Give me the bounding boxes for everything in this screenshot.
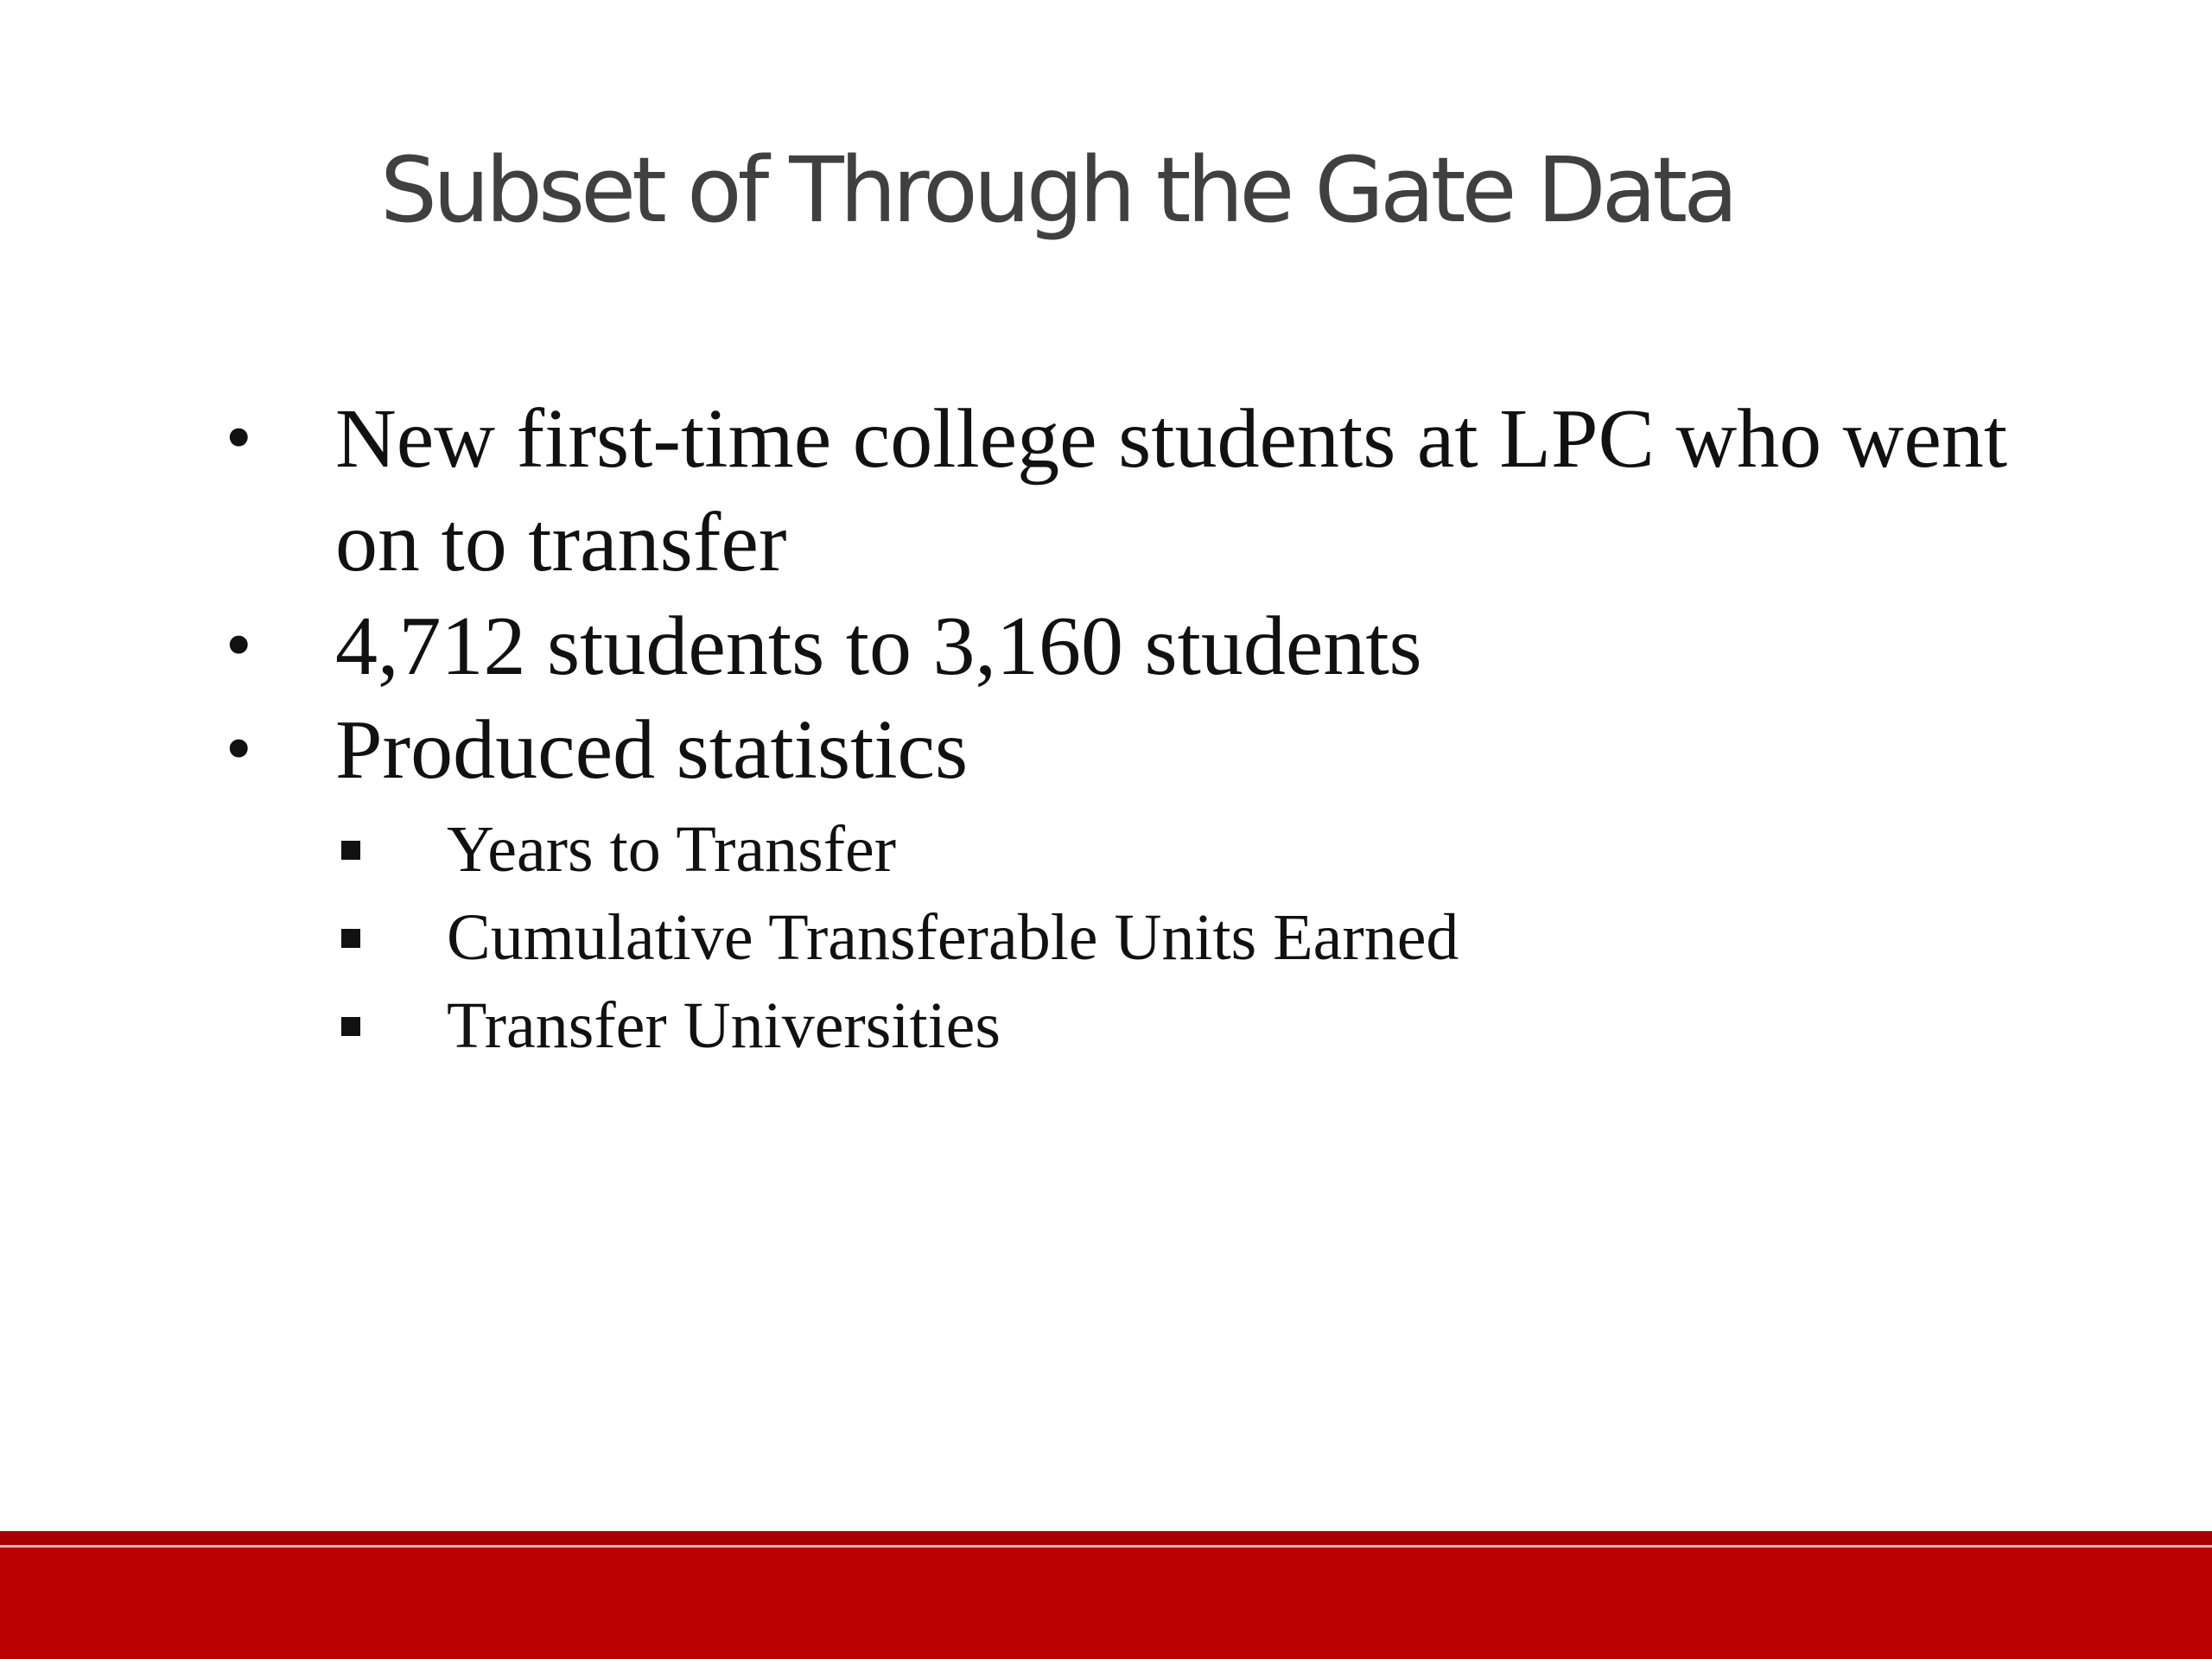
bullet-text: New first-time college students at LPC who went on to transfer bbox=[335, 392, 2008, 589]
bullet-dot-icon: • bbox=[220, 610, 257, 683]
square-bullet-icon bbox=[341, 929, 360, 948]
sub-bullet-text: Years to Transfer bbox=[447, 813, 897, 886]
sub-bullet-text: Transfer Universities bbox=[447, 989, 1001, 1062]
sub-bullet-text: Cumulative Transferable Units Earned bbox=[447, 901, 1459, 974]
bullet-dot-icon: • bbox=[220, 714, 257, 786]
bullet-text: Produced statistics bbox=[335, 703, 969, 797]
square-bullet-icon bbox=[341, 1017, 360, 1036]
square-bullet-icon bbox=[341, 841, 360, 860]
footer-bar bbox=[0, 1548, 2212, 1659]
sub-bullet-item bbox=[220, 982, 2052, 1070]
bullet-item bbox=[220, 594, 2052, 698]
bullet-text: 4,712 students to 3,160 students bbox=[335, 600, 1422, 693]
footer-accent-line bbox=[0, 1531, 2212, 1545]
bullet-dot-icon: • bbox=[220, 403, 257, 475]
bullet-item bbox=[220, 698, 2052, 802]
slide-title: Subset of Through the Gate Data bbox=[380, 137, 1734, 243]
sub-bullet-item bbox=[220, 805, 2052, 893]
bullet-item bbox=[220, 387, 2052, 594]
slide-body bbox=[220, 387, 2052, 1070]
sub-bullet-item bbox=[220, 893, 2052, 982]
